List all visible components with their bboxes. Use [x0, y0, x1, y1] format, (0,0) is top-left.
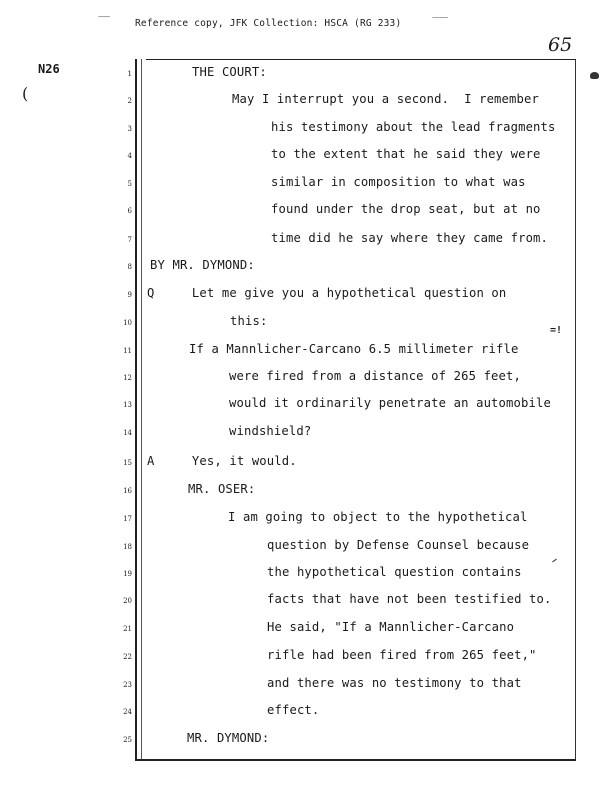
reference-header: Reference copy, JFK Collection: HSCA (RG 233) [135, 18, 402, 29]
transcript-line [0, 393, 612, 420]
line-text: effect. [267, 703, 320, 717]
line-text: rifle had been fired from 265 feet," [267, 648, 537, 662]
transcript-line [0, 339, 612, 366]
line-text: his testimony about the lead fragments [271, 120, 556, 134]
margin-mark: ( [22, 84, 29, 103]
line-text: facts that have not been testified to. [267, 592, 552, 606]
line-number: 3 [127, 125, 132, 133]
line-number: 14 [123, 429, 132, 437]
transcript-line [0, 62, 612, 89]
transcript-line [0, 89, 612, 116]
line-text: If a Mannlicher-Carcano 6.5 millimeter rifle [189, 342, 519, 356]
line-text: A Yes, it would. [147, 454, 297, 468]
line-number: 7 [127, 236, 132, 244]
transcript-line [0, 479, 612, 506]
line-text: question by Defense Counsel because [267, 538, 530, 552]
transcript-line [0, 283, 612, 310]
transcript-line [0, 255, 612, 282]
transcript-line [0, 645, 612, 672]
line-text: would it ordinarily penetrate an automobile [229, 396, 551, 410]
transcript-line [0, 366, 612, 393]
line-number: 13 [123, 401, 132, 409]
transcript-line [0, 562, 612, 589]
transcript-line [0, 589, 612, 616]
transcript-line [0, 228, 612, 255]
line-text: He said, "If a Mannlicher-Carcano [267, 620, 515, 634]
border-bottom [135, 759, 576, 761]
line-text: and there was no testimony to that [267, 676, 522, 690]
line-text: May I interrupt you a second. I remember [232, 92, 539, 106]
line-number: 17 [123, 515, 132, 523]
line-number: 2 [127, 97, 132, 105]
transcript-line [0, 673, 612, 700]
line-number: 9 [127, 291, 132, 299]
line-number: 23 [123, 681, 132, 689]
margin-annotation: =! [550, 325, 563, 336]
transcript-line [0, 535, 612, 562]
line-text: Q Let me give you a hypothetical question on [147, 286, 507, 300]
line-text: BY MR. DYMOND: [150, 258, 255, 272]
transcript-line [0, 728, 612, 755]
line-number: 15 [123, 459, 132, 467]
line-number: 25 [123, 736, 132, 744]
line-number: 8 [127, 263, 132, 271]
line-number: 4 [127, 152, 132, 160]
line-text: THE COURT: [192, 65, 267, 79]
line-text: windshield? [229, 424, 312, 438]
line-text: MR. OSER: [188, 482, 256, 496]
line-text: time did he say where they came from. [271, 231, 549, 245]
line-text: this: [230, 314, 268, 328]
transcript-line [0, 117, 612, 144]
line-number: 22 [123, 653, 132, 661]
line-text: similar in composition to what was [271, 175, 526, 189]
line-number: 16 [123, 487, 132, 495]
transcript-line [0, 199, 612, 226]
line-number: 11 [123, 347, 132, 355]
line-number: 24 [123, 708, 132, 716]
transcript-line [0, 451, 612, 478]
transcript-line [0, 311, 612, 338]
line-number: 21 [123, 625, 132, 633]
line-text: to the extent that he said they were [271, 147, 541, 161]
border-top [146, 59, 576, 60]
transcript-line [0, 172, 612, 199]
transcript-line [0, 700, 612, 727]
line-number: 12 [123, 374, 132, 382]
transcript-line [0, 617, 612, 644]
line-text: were fired from a distance of 265 feet, [229, 369, 522, 383]
line-number: 18 [123, 543, 132, 551]
line-text: I am going to object to the hypothetical [228, 510, 528, 524]
transcript-line [0, 421, 612, 448]
document-id: N26 [38, 62, 60, 76]
line-number: 10 [123, 319, 132, 327]
line-number: 6 [127, 207, 132, 215]
line-number: 20 [123, 597, 132, 605]
line-number: 19 [123, 570, 132, 578]
header-smudge: ~~~ [98, 12, 110, 21]
header-scribble: ~~~~ [432, 13, 448, 22]
transcript-line [0, 144, 612, 171]
line-number: 5 [127, 180, 132, 188]
line-text: found under the drop seat, but at no [271, 202, 541, 216]
line-text: MR. DYMOND: [187, 731, 270, 745]
transcript-line [0, 507, 612, 534]
line-text: the hypothetical question contains [267, 565, 522, 579]
handwritten-page-number: 65 [548, 34, 573, 56]
line-number: 1 [127, 70, 132, 78]
